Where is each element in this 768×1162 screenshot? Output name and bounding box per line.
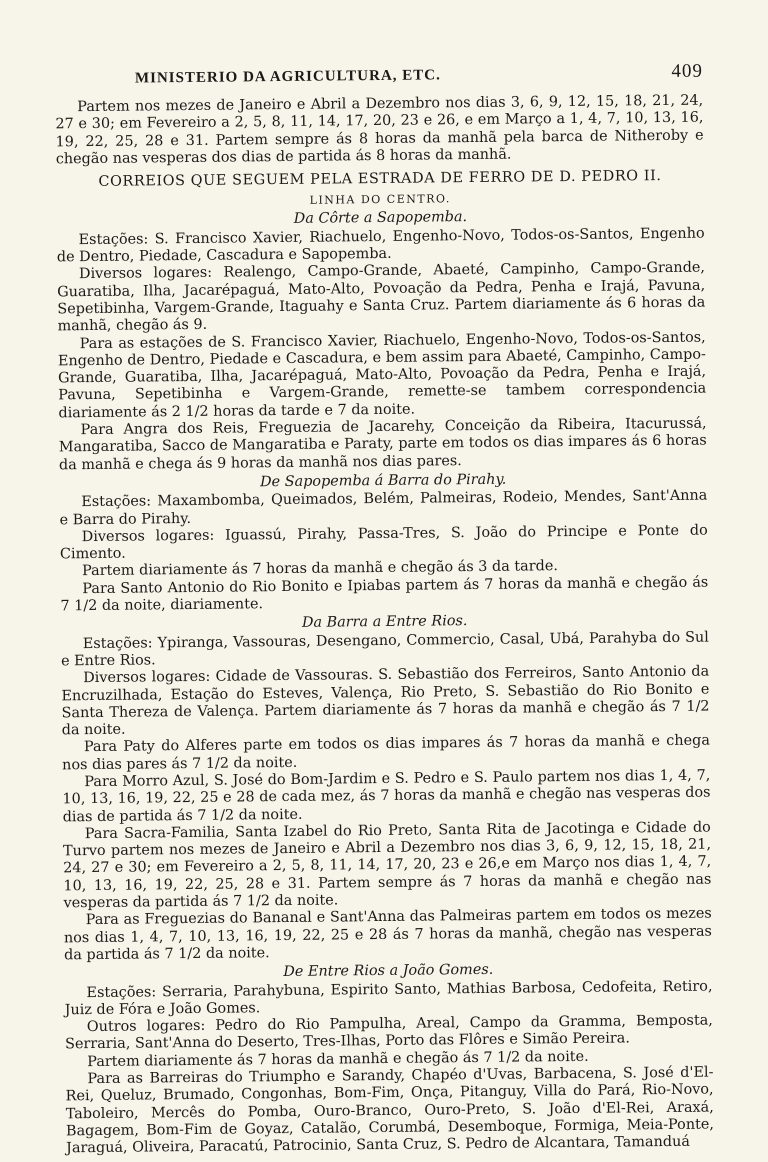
route-paragraph: Estações: S. Francisco Xavier, Riachuelo, Engenho-Novo, Todos-os-Santos, Engenho de Dentro, Piedade, Cascadura e Sapopemba. bbox=[56, 225, 705, 266]
section-title: CORREIOS QUE SEGUEM PELA ESTRADA DE FERRO DE D. PEDRO II. bbox=[98, 168, 662, 191]
route-paragraph: Estações: Serraria, Parahybuna, Espirito Santo, Mathias Barbosa, Cedofeita, Retiro, Juiz de Fóra e João Gomes. bbox=[64, 978, 713, 1019]
route-paragraph: Para as Freguezias do Bananal e Sant'Anna das Palmeiras partem em todos os mezes nos dias 1, 4, 7, 10, 13, 16, 19, 22, 25 e 28 ás 7 horas da manhã, chegão nas vesperas da partida ás 7 1/2 da noite. bbox=[63, 905, 712, 964]
route-paragraph: Para as Barreiras do Triumpho e Sarandy, Chapéo d'Uvas, Barbacena, S. José d'El-Rei, Queluz, Brumado, Congonhas, Bom-Fim, Onça, Pitanguy, Villa do Pará, Rio-Novo, Taboleiro, Mercês do Pomba, Ouro-Branco, Ouro-Preto, S. João d'El-Rei, Araxá, Bagagem, Bom-Fim de Goyaz, Catalão, Corumbá, Desemboque, Formiga, Meia-Ponte, Jaraguá, Oliveira, Paracatú, Patrocinio, Santa Cruz, S. Pedro de Alcantara, Tamanduá bbox=[65, 1064, 715, 1157]
route-title: Da Côrte a Sapopemba. bbox=[293, 209, 468, 228]
route-paragraph: Para Morro Azul, S. José do Bom-Jardim e S. Pedro e S. Paulo partem nos dias 1, 4, 7, 10, 13, 16, 19, 22, 25 e 28 de cada mez, ás 7 horas da manhã e chegão nas vesperas dos dias de partida ás 7 1/2 da noite. bbox=[62, 767, 711, 825]
route-paragraph: Para Paty do Alferes parte em todos os dias impares ás 7 horas da manhã e chega nos dias pares ás 7 1/2 da noite. bbox=[62, 732, 710, 774]
route-paragraph: Estações: Ypiranga, Vassouras, Desengano, Commercio, Casal, Ubá, Parahyba do Sul e Entre Rios. bbox=[60, 629, 709, 670]
route-paragraph: Diversos logares: Cidade de Vassouras. S. Sebastião dos Ferreiros, Santo Antonio da Encruzilhada, Estação do Esteves, Valença, Rio Preto, S. Sebastião do Rio Bonito e Santa Thereza de Valença. Partem diariamente ás 7 horas da manhã e chegão ás 7 1/2 da noite. bbox=[61, 663, 710, 739]
subsection-title: LINHA DO CENTRO. bbox=[309, 192, 451, 208]
route-paragraph: Partem diariamente ás 7 horas da manhã e chegão ás 7 1/2 da noite. bbox=[87, 1048, 589, 1070]
route-paragraph: Para Angra dos Reis, Freguezia de Jacarehy, Conceição da Ribeira, Itacurussá, Mangaratiba, Sacco de Mangaratiba e Paraty, parte em todos os dias impares ás 6 horas da manhã e chega ás 9 horas da manhã nos dias pares. bbox=[58, 415, 707, 473]
route-paragraph: Para Santo Antonio do Rio Bonito e Ipiabas partem ás 7 horas da manhã e chegão ás 7 1/2 da noite, diariamente. bbox=[60, 574, 709, 615]
route-paragraph: Diversos logares: Realengo, Campo-Grande, Abaeté, Campinho, Campo-Grande, Guaratiba, Ilha, Jacarépaguá, Mato-Alto, Povoação da Pedra, Penha e Irajá, Pavuna, Sepetibinha, Vargem-Grande, Itaguahy e Santa Cruz. Partem diariamente ás 6 horas da manhã, chegão ás 9. bbox=[57, 259, 706, 335]
route-paragraph: Estações: Maxambomba, Queimados, Belém, Palmeiras, Rodeio, Mendes, Sant'Anna e Barra do Pirahy. bbox=[59, 487, 708, 528]
route-paragraph: Outros logares: Pedro do Rio Pampulha, Areal, Campo da Gramma, Bemposta, Serraria, Sant'Anna do Deserto, Tres-Ilhas, Porto das Flôres e Simão Pereira. bbox=[64, 1012, 713, 1053]
intro-paragraph: Partem nos mezes de Janeiro e Abril a Dezembro nos dias 3, 6, 9, 12, 15, 18, 21, 24, 27 e 30; em Fevereiro a 2, 5, 8, 11, 14, 17, 20, 23 e 26, e em Março a 1, 4, 7, 10, 13, 16, 19, 22, 25, 28 e 31. Partem sempre ás 8 horas da manhã pela barca de Nitheroby e chegão nas vesperas dos dias de partida ás 8 horas da manhã. bbox=[55, 92, 704, 168]
route-title: Da Barra a Entre Rios. bbox=[301, 613, 468, 632]
route-title: De Sapopemba á Barra do Pirahy. bbox=[260, 471, 507, 491]
running-header bbox=[55, 61, 703, 90]
header-title: MINISTERIO DA AGRICULTURA, ETC. bbox=[134, 67, 441, 87]
route-paragraph: Para as estações de S. Francisco Xavier, Riachuelo, Engenho-Novo, Todos-os-Santos, Engenho de Dentro, Piedade e Cascadura, e bem assim para Abaeté, Campinho, Campo-Grande, Guaratiba, Ilha, Jacarépaguá, Mato-Alto, Povoação da Pedra, Penha e Irajá, Pavuna, Sepetibinha e Vargem-Grande, remette-se tambem correspondencia diariamente ás 2 1/2 horas da tarde e 7 da noite. bbox=[57, 329, 707, 422]
route-paragraph: Para Sacra-Familia, Santa Izabel do Rio Preto, Santa Rita de Jacotinga e Cidade do Turvo partem nos mezes de Janeiro e Abril a Dezembro nos dias 3, 6, 9, 12, 15, 18, 21, 24, 27 e 30; em Fevereiro a 2, 5, 8, 11, 14, 17, 20, 23 e 26,e em Março nos dias 1, 4, 7, 10, 13, 16, 19, 22, 25, 28 e 31. Partem sempre ás 7 horas da manhã e chegão nas vesperas da partida ás 7 1/2 da noite. bbox=[62, 819, 712, 912]
route-paragraph: Partem diariamente ás 7 horas da manhã e chegão ás 3 da tarde. bbox=[82, 558, 558, 580]
page-number: 409 bbox=[671, 60, 704, 82]
route-title: De Entre Rios a João Gomes. bbox=[283, 962, 494, 981]
route-paragraph: Diversos logares: Iguassú, Pirahy, Passa-Tres, S. João do Principe e Ponte do Cimento. bbox=[59, 522, 708, 563]
